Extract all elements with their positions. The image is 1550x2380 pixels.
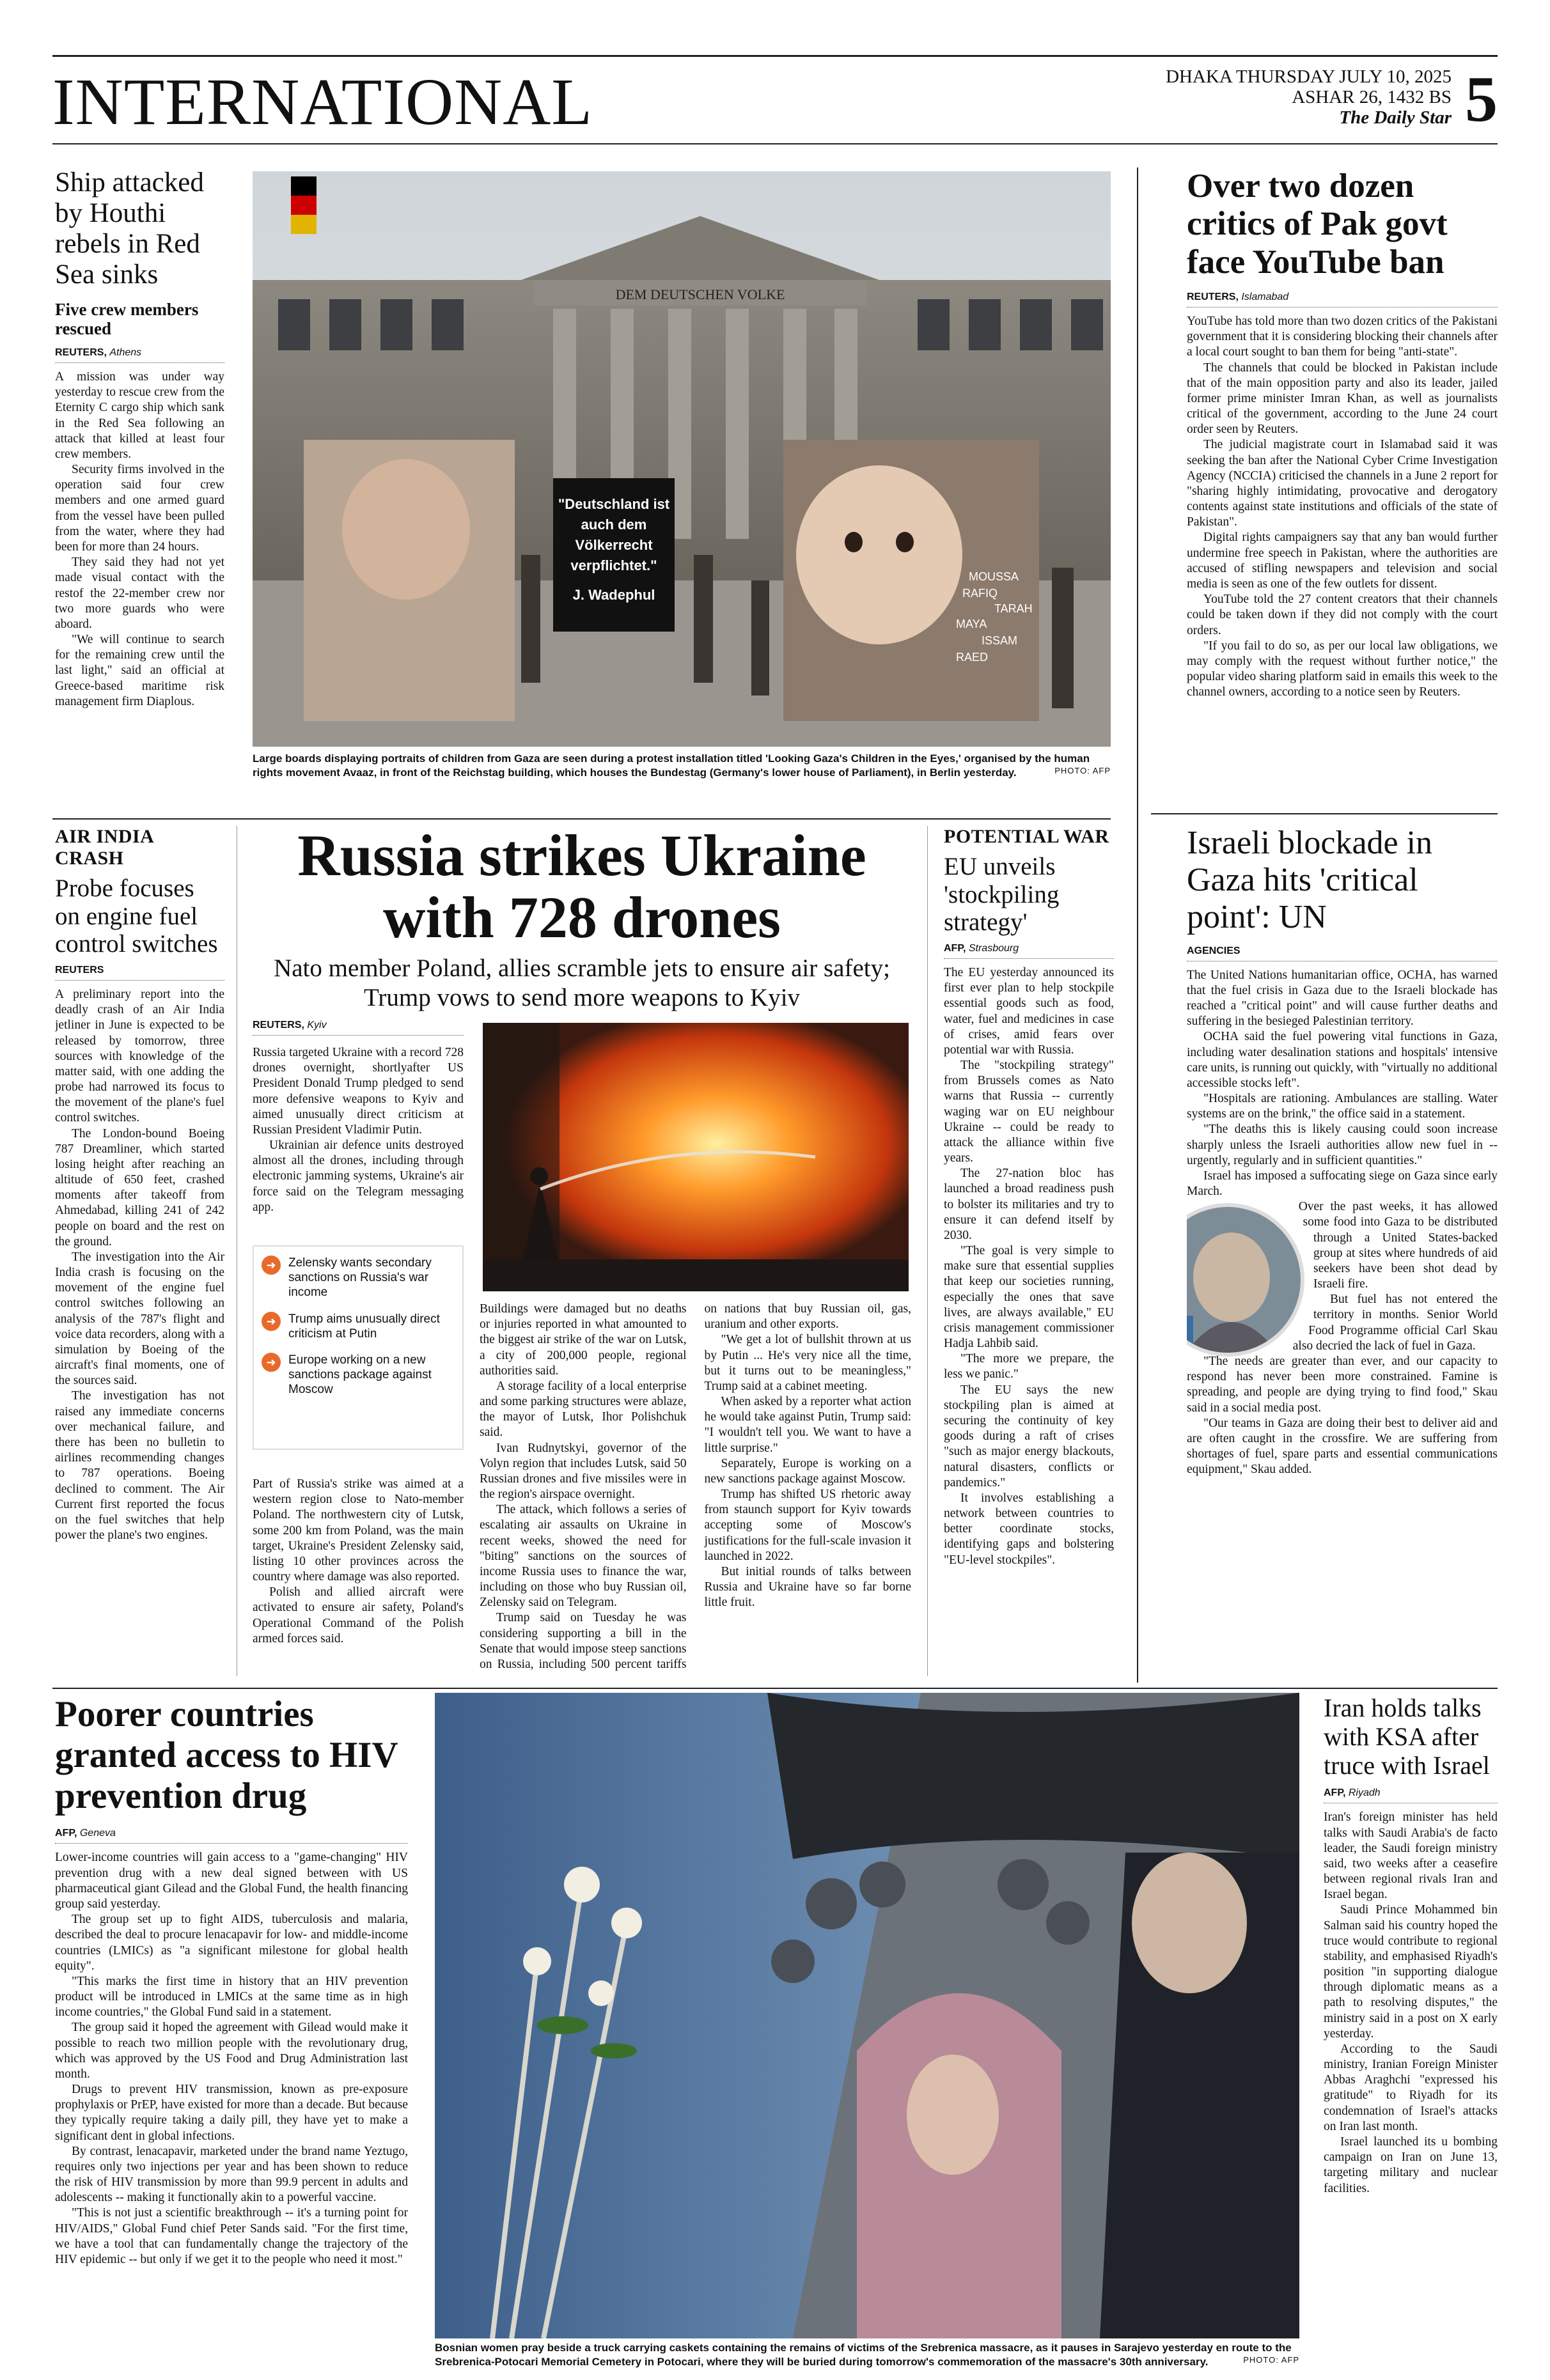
lutsk-fire-image <box>483 1023 909 1291</box>
bosnia-caption-text: Bosnian women pray beside a truck carrying caskets containing the remains of victims of the Srebrenica massacre, as it pauses in Sarajevo yesterday en route to the Srebrenica-Potocari Memorial Cemetery in Potocari, where they will be buried during tomorrow's commemoration of the massacre's 30th anniversary. <box>435 2342 1292 2368</box>
eu-kicker: POTENTIAL WAR <box>944 826 1109 847</box>
ukraine-byline: REUTERS, Kyiv <box>253 1020 464 1039</box>
ukraine-col1-tail: Part of Russia's strike was aimed at a western region close to Nato-member Poland. The northwestern city of Lutsk, some 200 km from Poland, was the main target, Ukraine's President Zelensky said, listing 10 other provinces across the country where damage was also reported. Polish and allied aircraft were activated to ensure air safety, Poland's Operational Command of the Polish armed forces said. <box>253 1477 464 1645</box>
iran-headline: Iran holds talks with KSA after truce with Israel <box>1324 1694 1490 1780</box>
gaza-name-5: ISSAM <box>982 634 1018 647</box>
sign-line-4: verpflichtet." <box>570 557 657 573</box>
reichstag-photo-image <box>253 171 1111 747</box>
gaza-name-4: MAYA <box>956 618 987 630</box>
ukraine-deck: Nato member Poland, allies scramble jets to ensure air safety; Trump vows to send more weapons to Kyiv <box>274 954 890 1012</box>
gaza-name-1: MOUSSA <box>969 570 1019 583</box>
airindia-story <box>55 826 224 1676</box>
highlight-item: ➜ Zelensky wants secondary sanctions on Russia's war income <box>262 1256 455 1300</box>
hiv-story <box>55 1694 408 2380</box>
gaza-body-top: The United Nations humanitarian office, OCHA, has warned that the fuel crisis in Gaza due to the Israeli blockade has reached a "critical point" and will cause further deaths and suffering in the besieged Palestinian territory. OCHA said the fuel powering vital functions in Gaza, including water desalination stations and hospitals' intensive care units, is running out quickly, with "virtually no additional accessible stocks left". "Hospitals are rationing. Ambulances are stalling. Water systems are on the brink," the office said in a statement. "The deaths this is likely causing could soon increase sharply unless the Israeli authorities allow new fuel in -- urgently, regularly and in sufficient quantities." Israel has imposed a suffocating siege on Gaza since early March. <box>1187 968 1498 1199</box>
hiv-byline: AFP, Geneva <box>55 1828 408 1844</box>
gaza-name-3: TARAH <box>994 602 1033 615</box>
gaza-byline: AGENCIES <box>1187 945 1498 961</box>
pak-headline: Over two dozen critics of Pak govt face YouTube ban <box>1187 167 1448 281</box>
gaza-story <box>1187 825 1498 1681</box>
airindia-byline: REUTERS <box>55 965 224 981</box>
highlight-item: ➜ Europe working on a new sanctions package against Moscow <box>262 1353 455 1397</box>
bosnia-caption <box>435 2341 1299 2379</box>
ship-byline: REUTERS, Athens <box>55 347 224 363</box>
ukraine-highlights <box>253 1245 464 1450</box>
berlin-caption <box>253 752 1111 805</box>
gaza-headline: Israeli blockade in Gaza hits 'critical point': UN <box>1187 825 1433 936</box>
airindia-body: A preliminary report into the deadly crash of an Air India jetliner in June is expected to be released by tomorrow, three sources with knowledge of the matter said, with one adding the probe had narrowed its focus to the movement of the plane's fuel control switches. The London-bound Boeing 787 Dreamliner, which started losing height after reaching an altitude of 650 feet, crashed moments after takeoff from Ahmedabad, killing 241 of 242 people on board and the rest on the ground. The investigation into the Air India crash is focusing on the movement of the engine fuel control switches following an analysis of the 787's flight and voice data recorders, along with a simulation by Boeing of the aircraft's final moments, one of the sources said. The investigation has not raised any immediate concerns over mechanical failure, and there has been no bulletin to airlines recommending changes to 787 operations. Boeing declined to comment. The Air Current first reported the focus on the fuel switches that help power the plane's two engines. <box>55 988 224 1543</box>
building-inscription: DEM DEUTSCHEN VOLKE <box>615 286 785 302</box>
page-number: 5 <box>1465 63 1498 136</box>
iran-body: Iran's foreign minister has held talks with Saudi Arabia's de facto leader, the Saudi foreign ministry said, two weeks after a ceasefire between regional rivals Iran and Israel began. Saudi Prince Mohammed bin Salman said his country hoped the truce would contribute to regional stability, and emphasised Riyadh's position "in supporting dialogue through diplomatic means as a path to resolving disputes," the ministry said in a post on X early yesterday. According to the Saudi ministry, Iranian Foreign Minister Abbas Araghchi "expressed his gratitude" to Riyadh for its condemnation of Israel's attacks on Iran last month. Israel launched its u bombing campaign on Iran on June 13, targeting military and nuclear facilities. <box>1324 1810 1498 2195</box>
iran-byline: AFP, Riyadh <box>1324 1787 1498 1803</box>
eu-story <box>944 826 1114 1676</box>
highlight-item: ➜ Trump aims unusually direct criticism at Putin <box>262 1312 455 1341</box>
ship-body: A mission was under way yesterday to rescue crew from the Eternity C cargo ship which sank in the Red Sea following an attack that killed at least four crew members. Security firms involved in the operation said four crew members and one armed guard from the vessel have been pulled from the water, where they had been for more than 24 hours. They said they had not yet made visual contact with the restof the 22-member crew nor two more guards who were aboard. "We will continue to search for the remaining crew until the last light," said an official at Greece-based maritime risk management firm Diaplous. <box>55 370 224 708</box>
gaza-name-6: RAED <box>956 651 989 664</box>
arrow-icon: ➜ <box>262 1256 281 1275</box>
bosnia-photo-credit: PHOTO: AFP <box>1243 2354 1299 2365</box>
srebrenica-photo-image <box>435 1693 1299 2338</box>
berlin-photo-credit: PHOTO: AFP <box>1054 765 1111 775</box>
eu-byline: AFP, Strasbourg <box>944 943 1114 959</box>
airindia-headline: Probe focuses on engine fuel control switches <box>55 875 218 958</box>
ukraine-intro: Russia targeted Ukraine with a record 728 drones overnight, shortlyafter US President Donald Trump pledged to send more defensive weapons to Kyiv and aimed unusually direct criticism at Russian President Vladimir Putin. Ukrainian air defence units destroyed almost all the drones, including through electronic jamming systems, Ukraine's air force said on the Telegram messaging app. <box>253 1046 464 1214</box>
pak-story <box>1187 167 1498 807</box>
pak-body: YouTube has told more than two dozen critics of the Pakistani government that it is considering blocking their channels after a local court sought to ban them for being "anti-state". The channels that could be blocked in Pakistan include that of the main opposition party and also its leader, jailed former prime minister Imran Khan, as well as journalists critical of the government, according to the June 24 court order seen by Reuters. The judicial magistrate court in Islamabad said it was seeking the ban after the National Cyber Crime Investigation Agency (NCCIA) criticised the channels in a June 2 report for "sharing highly intimidating, provocative and derogatory contents against state institutions and officials of the state of Pakistan". Digital rights campaigners say that any ban would further undermine free speech in Pakistan, where the authorities are accused of stifling newspapers and television and social media is seen as one of the few outlets for dissent. YouTube told the 27 content creators that their channels could be taken down if they did not comply with the court orders. "If you fail to do so, as per our local law obligations, we may comply with the request without further notice," the popular video sharing platform said in emails this week to the channel owners, according to a notice seen by Reuters. <box>1187 315 1498 699</box>
gaza-body-wrap: Over the past weeks, it has allowed some food into Gaza to be distributed through a United States-backed group at sites where hundreds of aid seekers have been shot dead by Israeli fire. But fuel has not entered the territory in months. Senior World Food Programme official Carl Skau also decried the lack of fuel in Gaza. "The needs are greater than ever, and our capacity to respond has never been more constrained. Famine is spreading, and people are dying trying to find food," Skau said in a social media post. "Our teams in Gaza are doing their best to deliver aid and are often caught in the crossfire. We are suffering from shortages of fuel, spare parts and essential communications equipment," Skau added. <box>1187 1200 1498 1477</box>
pak-byline: REUTERS, Islamabad <box>1187 292 1498 307</box>
section-title: INTERNATIONAL <box>52 65 593 139</box>
sign-line-3: Völkerrecht <box>575 537 653 553</box>
sign-line-2: auch dem <box>581 517 647 533</box>
arrow-icon: ➜ <box>262 1353 281 1372</box>
sign-line-5: J. Wadephul <box>572 587 655 603</box>
berlin-caption-text: Large boards displaying portraits of children from Gaza are seen during a protest installation titled 'Looking Gaza's Children in the Eyes,' organised by the human rights movement Avaaz, in front of the Reichstag building, which houses the Bundestag (Germany's lower house of Parliament), in Berlin yesterday. <box>253 752 1090 779</box>
arrow-icon: ➜ <box>262 1312 281 1331</box>
iran-story <box>1324 1694 1498 2380</box>
berlin-photo <box>253 171 1111 747</box>
dateline-date: DHAKA THURSDAY JULY 10, 2025 <box>1166 66 1452 87</box>
ukraine-headline: Russia strikes Ukraine with 728 drones <box>297 825 866 950</box>
ukraine-body: Buildings were damaged but no deaths or injuries reported in what amounted to the biggest air strike of the war on Lutsk, a city of 200,000 people, regional authorities said. A storage facility of a local enterprise and some parking structures were ablaze, the mayor of Lutsk, Ihor Polishchuk said. Ivan Rudnytskyi, governor of the Volyn region that includes Lutsk, said 50 Russian drones and five missiles were in the region's airspace overnight. The attack, which follows a series of escalating air assaults on Ukraine in recent weeks, showed the need for "biting" sanctions on the sources of income Russia uses to finance the war, including on those who buy Russian oil, Zelensky said on Telegram. Trump said on Tuesday he was considering supporting a bill in the Senate that would impose steep sanctions on Russia, including 500 percent tariffs on nations that buy Russian oil, gas, uranium and other exports. "We get a lot of bullshit thrown at us by Putin ... He's very nice all the time, but it turns out to be meaningless," Trump said at a cabinet meeting. When asked by a reporter what action he would take against Putin, Trump said: "I wouldn't tell you. We want to have a little surprise." Separately, Europe is working on a new sanctions package against Moscow. Trump has shifted US rhetoric away from staunch support for Kyiv towards accepting some of Moscow's justifications for the full-scale invasion it launched in 2022. But initial rounds of talks between Russia and Ukraine have so far borne little fruit. <box>480 1302 911 1671</box>
eu-headline: EU unveils 'stockpiling strategy' <box>944 853 1060 937</box>
hiv-body: Lower-income countries will gain access to a "game-changing" HIV prevention drug with a new deal signed between with US pharmaceutical giant Gilead and the Global Fund, the health financing group said yesterday. The group set up to fight AIDS, tuberculosis and malaria, described the deal to procure lenacapavir for low- and middle-income countries (LMICs) as "a significant milestone for global health equity". "This marks the first time in history that an HIV prevention product will be introduced in LMICs at the same time as in high income countries," the Global Fund said in a statement. The group said it hoped the agreement with Gilead would make it possible to reach two million people with the revolutionary drug, which was approved by the US Food and Drug Administration last month. Drugs to prevent HIV transmission, known as pre-exposure prophylaxis or PrEP, have existed for more than a decade. But because they typically require taking a daily pill, they have yet to make a significant dent in global infections. By contrast, lenacapavir, marketed under the brand name Yeztugo, requires only two injections per year and has been shown to reduce the risk of HIV transmission by more than 99.9 percent in adults and adolescents -- making it functionally akin to a powerful vaccine. "This is not just a scientific breakthrough -- it's a turning point for HIV/AIDS," Global Fund chief Peter Sands said. "For the first time, we have a tool that can fundamentally change the trajectory of the HIV epidemic -- but only if we get it to the people who need it most." <box>55 1851 408 2266</box>
ship-deck: Five crew members rescued <box>55 299 199 338</box>
ship-headline: Ship attacked by Houthi rebels in Red Sea sinks <box>55 167 204 290</box>
fire-photo <box>483 1023 909 1291</box>
airindia-kicker: AIR INDIA CRASH <box>55 826 153 869</box>
dateline-bangla: ASHAR 26, 1432 BS <box>1292 87 1452 107</box>
eu-body: The EU yesterday announced its first ever plan to help stockpile essential goods such as food, water, fuel and medicines in case of crises, amid fears over potential war with Russia. The "stockpiling strategy" from Brussels comes as Nato warns that Russia -- currently waging war on EU neighbour Ukraine -- could be ready to attack the alliance within five years. The 27-nation bloc has launched a broad readiness push to bolster its militaries and try to ensure it can defend itself by 2030. "The goal is very simple to make sure that essential supplies that keep our societies running, especially the ones that save lives, are always available," EU crisis management commissioner Hadja Lahbib said. "The more we prepare, the less we panic." The EU says the new stockpiling plan is aimed at securing the continuity of key goods during a raft of crises "such as major energy blackouts, natural disasters, conflicts or pandemics." It involves establishing a network between countries to better coordinate stocks, identifying gaps and bolstering "EU-level stockpiles". <box>944 966 1114 1567</box>
sign-line-1: "Deutschland ist <box>558 496 670 512</box>
hiv-headline: Poorer countries granted access to HIV prevention drug <box>55 1694 398 1816</box>
dateline <box>1132 66 1452 137</box>
paper-logo: The Daily Star <box>1339 107 1452 128</box>
gaza-name-2: RAFIQ <box>962 587 998 600</box>
ship-story <box>55 167 224 807</box>
bosnia-photo <box>435 1693 1299 2338</box>
